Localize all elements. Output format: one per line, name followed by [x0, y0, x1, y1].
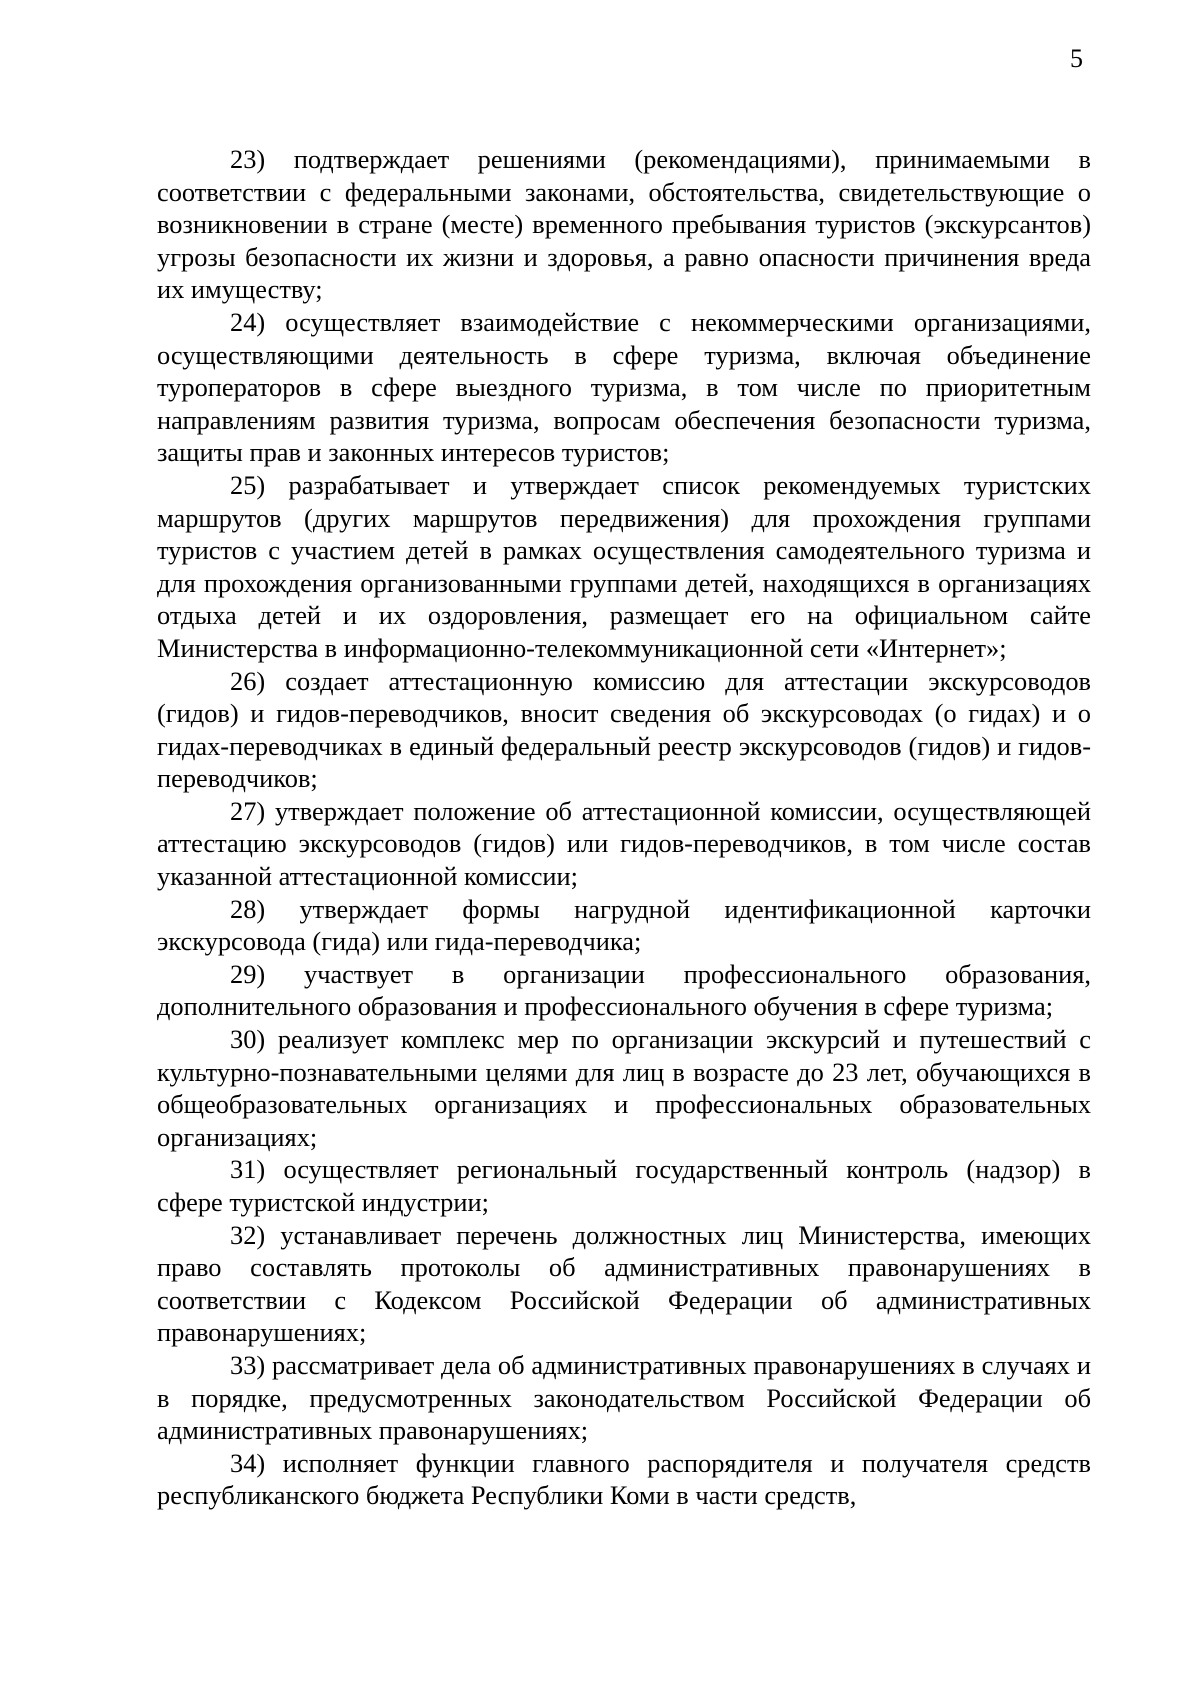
clause-24: 24) осуществляет взаимодействие с некоммерческими организациями, осуществляющими деятельность в сфере туризма, включая объединение туроператоров в сфере выездного туризма, в том числе по приоритетным направлениям развития туризма, вопросам обеспечения безопасности туризма, защиты прав и законных интересов туристов;	[157, 306, 1091, 468]
clause-32: 32) устанавливает перечень должностных лиц Министерства, имеющих право составлять протоколы об административных правонарушениях в соответствии с Кодексом Российской Федерации об административных правонарушениях;	[157, 1219, 1091, 1348]
clause-29: 29) участвует в организации профессионального образования, дополнительного образования и профессионального обучения в сфере туризма;	[157, 958, 1091, 1022]
document-body	[157, 143, 1091, 1512]
clause-30: 30) реализует комплекс мер по организации экскурсий и путешествий с культурно-познавательными целями для лиц в возрасте до 23 лет, обучающихся в общеобразовательных организациях и профессиональных образовательных организациях;	[157, 1024, 1091, 1152]
clause-23: 23) подтверждает решениями (рекомендациями), принимаемыми в соответствии с федеральными законами, обстоятельства, свидетельствующие о возникновении в стране (месте) временного пребывания туристов (экскурсантов) угрозы безопасности их жизни и здоровья, а равно опасности причинения вреда их имуществу;	[157, 144, 1091, 305]
clause-31: 31) осуществляет региональный государственный контроль (надзор) в сфере туристской индустрии;	[157, 1154, 1091, 1217]
clause-25: 25) разрабатывает и утверждает список рекомендуемых туристских маршрутов (других маршрутов передвижения) для прохождения группами туристов с участием детей в рамках осуществления самодеятельного туризма и для прохождения организованными группами детей, находящихся в организациях отдыха детей и их оздоровления, размещает его на официальном сайте Министерства в информационно-телекоммуникационной сети «Интернет»;	[157, 469, 1091, 663]
clause-33: 33) рассматривает дела об административных правонарушениях в случаях и в порядке, предусмотренных законодательством Российской Федерации об административных правонарушениях;	[157, 1349, 1091, 1446]
clause-27: 27) утверждает положение об аттестационной комиссии, осуществляющей аттестацию экскурсоводов (гидов) или гидов-переводчиков, в том числе состав указанной аттестационной комиссии;	[157, 795, 1091, 892]
clause-28: 28) утверждает формы нагрудной идентификационной карточки экскурсовода (гида) или гида-переводчика;	[157, 893, 1091, 957]
page-number: 5	[1070, 44, 1083, 73]
clause-34: 34) исполняет функции главного распорядителя и получателя средств республиканского бюджета Республики Коми в части средств,	[157, 1447, 1091, 1511]
clause-26: 26) создает аттестационную комиссию для аттестации экскурсоводов (гидов) и гидов-переводчиков, вносит сведения об экскурсоводах (о гидах) и о гидах-переводчиках в единый федеральный реестр экскурсоводов (гидов) и гидов-переводчиков;	[157, 665, 1091, 794]
